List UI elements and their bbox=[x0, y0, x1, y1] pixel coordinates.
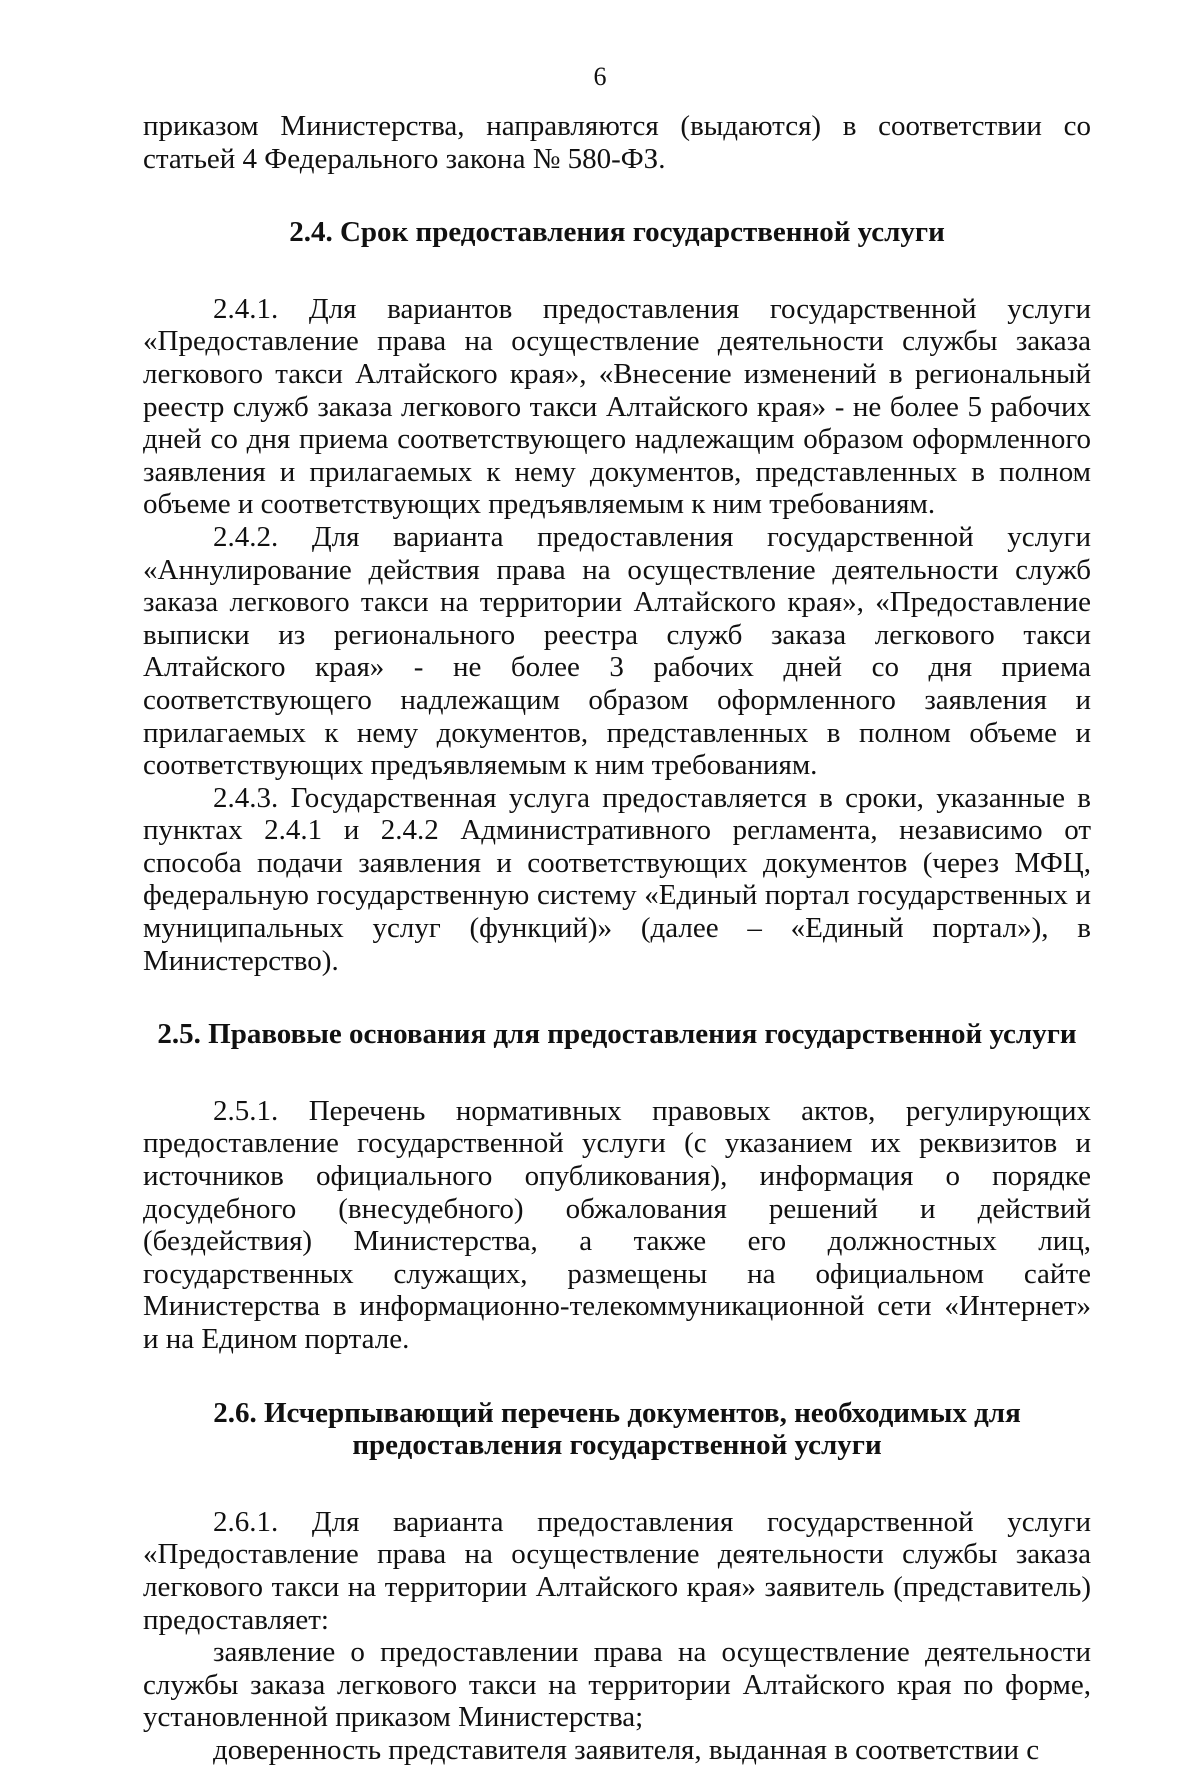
paragraph-2-5-1: 2.5.1. Перечень нормативных правовых актов, регулирующих предоставление государственной услуги (с указанием их реквизитов и источников официального опубликования), информация о порядке досудебного (внесудебного) обжалования решений и действий (бездействия) Министерства, а также его должностных лиц, государственных служащих, размещены на официальном сайте Министерства в информационно-телекоммуникационной сети «Интернет» и на Едином портале. bbox=[143, 1094, 1091, 1355]
paragraph-2-4-3: 2.4.3. Государственная услуга предоставляется в сроки, указанные в пунктах 2.4.1 и 2.4.2 Административного регламента, независимо от способа подачи заявления и соответствующих документов (через МФЦ, федеральную государственную систему «Единый портал государственных и муниципальных услуг (функций)» (далее – «Единый портал»), в Министерство). bbox=[143, 781, 1091, 977]
paragraph-2-4-2: 2.4.2. Для варианта предоставления государственной услуги «Аннулирование действия права на осуществление деятельности служб заказа легкового такси на территории Алтайского края», «Предоставление выписки из регионального реестра служб заказа легкового такси Алтайского края» - не более 3 рабочих дней со дня приема соответствующего надлежащим образом оформленного заявления и прилагаемых к нему документов, представленных в полном объеме и соответствующих предъявляемым к ним требованиям. bbox=[143, 520, 1091, 782]
page-number: 6 bbox=[593, 62, 607, 91]
paragraph-power-of-attorney: доверенность представителя заявителя, выданная в соответствии с bbox=[213, 1733, 1040, 1766]
document-body bbox=[143, 110, 1091, 1767]
paragraph-2-4-1: 2.4.1. Для вариантов предоставления государственной услуги «Предоставление права на осуществление деятельности службы заказа легкового такси Алтайского края», «Внесение изменений в региональный реестр служб заказа легкового такси Алтайского края» - не более 5 рабочих дней со дня приема соответствующего надлежащим образом оформленного заявления и прилагаемых к нему документов, представленных в полном объеме и соответствующих предъявляемым к ним требованиям. bbox=[143, 292, 1091, 521]
paragraph-intro: приказом Министерства, направляются (выдаются) в соответствии со статьей 4 Федерального закона № 580-ФЗ. bbox=[143, 110, 1091, 175]
section-heading-2-4: 2.4. Срок предоставления государственной услуги bbox=[289, 216, 945, 249]
section-heading-2-6: 2.6. Исчерпывающий перечень документов, необходимых для предоставления государственной услуги bbox=[213, 1396, 1021, 1462]
paragraph-application: заявление о предоставлении права на осуществление деятельности службы заказа легкового такси на территории Алтайского края по форме, установленной приказом Министерства; bbox=[143, 1636, 1091, 1734]
section-heading-2-5: 2.5. Правовые основания для предоставления государственной услуги bbox=[157, 1018, 1077, 1051]
paragraph-2-6-1: 2.6.1. Для варианта предоставления государственной услуги «Предоставление права на осуществление деятельности службы заказа легкового такси на территории Алтайского края» заявитель (представитель) предоставляет: bbox=[143, 1505, 1091, 1636]
